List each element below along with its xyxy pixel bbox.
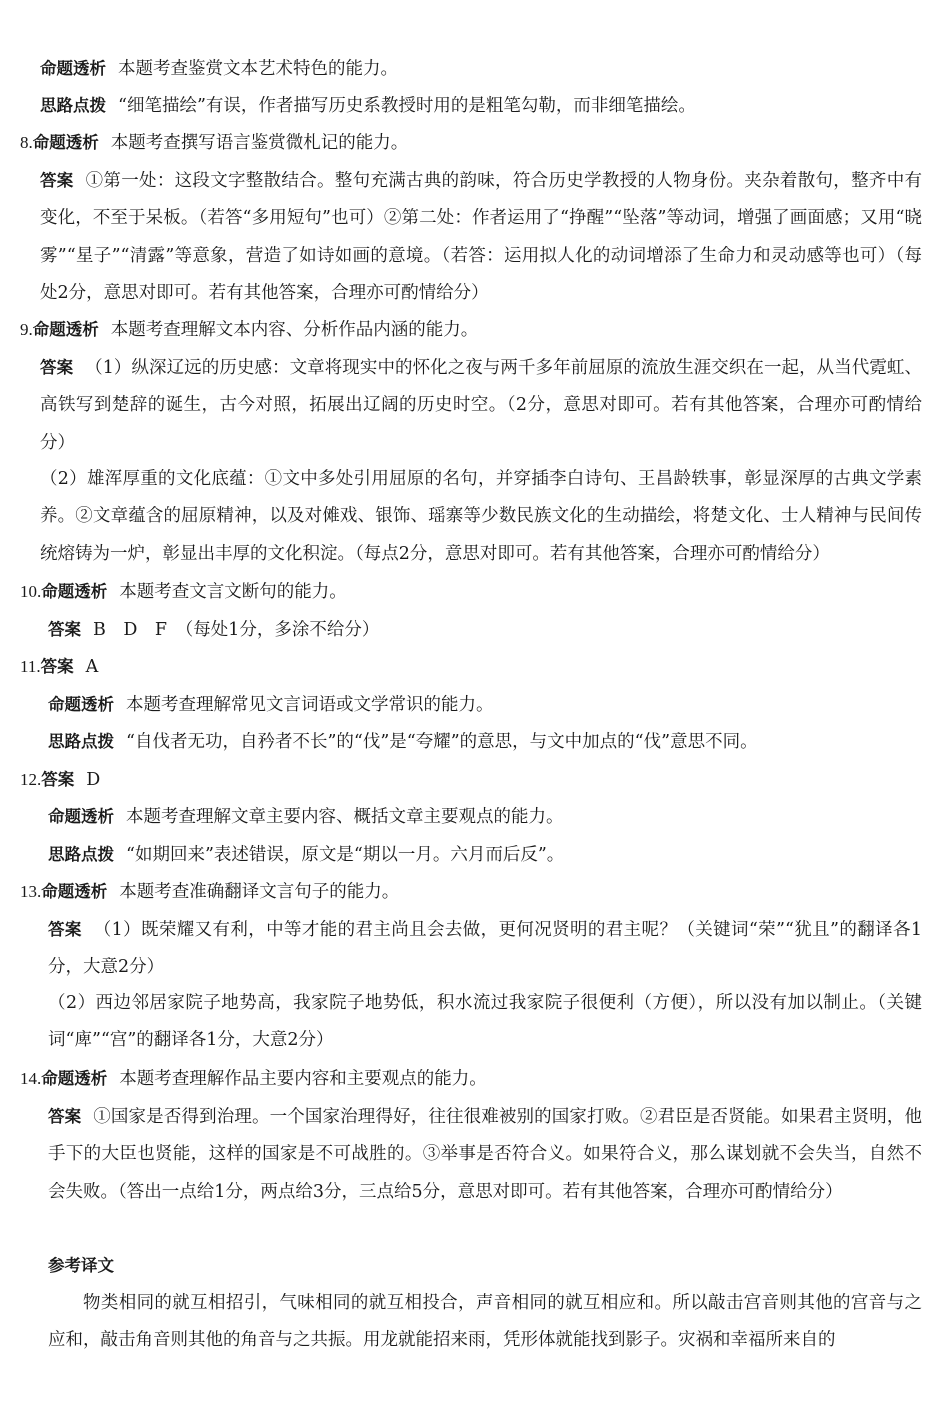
block-text: （2）雄浑厚重的文化底蕴：①文中多处引用屈原的名句，并穿插李白诗句、王昌龄轶事，彰显深厚的古典文学素养。②文章蕴含的屈原精神，以及对傩戏、银饰、瑶寨等少数民族文化的生动描绘，将楚文化、士人精神与民间传统熔铸为一炉，彰显出丰厚的文化积淀。（每点2分，意思对即可。若有其他答案，合理亦可酌情给分） xyxy=(40,469,922,564)
section-label: 思路点拨 xyxy=(40,96,106,115)
block-text: （1）纵深辽远的历史感：文章将现实中的怀化之夜与两千多年前屈原的流放生涯交织在一起，从当代霓虹、高铁写到楚辞的诞生，古今对照，拓展出辽阔的历史时空。（2分，意思对即可。若有其他答案，合理亦可酌情给分） xyxy=(40,358,922,453)
block-text: （1）既荣耀又有利，中等才能的君主尚且会去做，更何况贤明的君主呢？（关键词“荣”“犹且”的翻译各1分，大意2分） xyxy=(48,920,923,978)
hint-block xyxy=(40,87,922,125)
question-10-analysis xyxy=(20,573,922,611)
question-number: 10. xyxy=(20,582,42,601)
reference-translation-heading xyxy=(48,1247,922,1285)
block-text: 物类相同的就互相招引，气味相同的就互相投合，声音相同的就互相应和。所以敲击宫音则其他的宫音与之应和，敲击角音则其他的角音与之共振。用龙就能招来雨，凭形体就能找到影子。灾祸和幸福所来自的 xyxy=(48,1293,922,1351)
block-text: 本题考查准确翻译文言句子的能力。 xyxy=(119,882,400,902)
block-text: “细笔描绘”有误，作者描写历史系教授时用的是粗笔勾勒，而非细笔描绘。 xyxy=(118,96,696,116)
question-8-answer xyxy=(40,162,922,312)
section-label: 命题透析 xyxy=(40,59,106,78)
section-label: 命题透析 xyxy=(48,695,114,714)
page-cutoff xyxy=(0,1364,950,1407)
block-text: ①国家是否得到治理。一个国家治理得好，往往很难被别的国家打败。②君臣是否贤能。如果君主贤明，他手下的大臣也贤能，这样的国家是不可战胜的。③举事是否符合义。如果符合义，那么谋划就不会失当，自然不会失败。（答出一点给1分，两点给3分，三点给5分，意思对即可。若有其他答案，合理亦可酌情给分） xyxy=(48,1107,923,1202)
section-label: 答案 xyxy=(40,171,74,190)
question-14-answer xyxy=(48,1098,922,1211)
block-text: 本题考查撰写语言鉴赏微札记的能力。 xyxy=(110,133,409,153)
question-13-analysis xyxy=(20,873,922,911)
block-text: 本题考查理解文本内容、分析作品内涵的能力。 xyxy=(110,320,479,340)
section-label: 命题透析 xyxy=(41,882,108,901)
block-text: 本题考查文言文断句的能力。 xyxy=(119,582,347,602)
block-text: 本题考查理解常见文言词语或文学常识的能力。 xyxy=(126,695,494,715)
question-9-answer-part-2 xyxy=(40,461,922,573)
question-12-analysis xyxy=(48,798,922,836)
section-label: 参考译文 xyxy=(48,1256,114,1275)
block-text: A xyxy=(85,657,99,677)
question-11-analysis xyxy=(48,686,922,724)
question-11-hint xyxy=(48,723,922,761)
question-number: 12. xyxy=(20,770,42,789)
section-label: 答案 xyxy=(48,620,81,639)
section-label: 思路点拨 xyxy=(48,845,114,864)
section-label: 答案 xyxy=(41,770,75,789)
reference-translation-text xyxy=(48,1285,922,1360)
question-9-analysis xyxy=(20,311,922,349)
question-9-answer xyxy=(40,349,922,462)
question-8-analysis xyxy=(20,124,922,162)
question-14-analysis xyxy=(20,1060,922,1098)
question-number: 14. xyxy=(20,1069,42,1088)
question-11-answer xyxy=(20,648,922,686)
section-label: 思路点拨 xyxy=(48,732,114,751)
section-label: 答案 xyxy=(40,657,74,676)
question-number: 11. xyxy=(20,657,41,676)
question-number: 9. xyxy=(20,320,33,339)
section-label: 命题透析 xyxy=(32,320,99,339)
question-number: 13. xyxy=(20,882,42,901)
question-10-answer xyxy=(48,611,922,649)
block-text: “自伐者无功，自矜者不长”的“伐”是“夸耀”的意思，与文中加点的“伐”意思不同。 xyxy=(126,732,758,752)
section-label: 命题透析 xyxy=(41,1069,108,1088)
block-text: D xyxy=(86,770,101,790)
section-label: 答案 xyxy=(48,920,82,939)
question-13-answer-part-2 xyxy=(48,985,922,1060)
question-number: 8. xyxy=(20,133,33,152)
section-label: 答案 xyxy=(48,1107,82,1126)
block-text: 本题考查理解文章主要内容、概括文章主要观点的能力。 xyxy=(126,807,564,827)
block-text: 本题考查鉴赏文本艺术特色的能力。 xyxy=(118,59,398,79)
block-text: （2）西边邻居家院子地势高，我家院子地势低，积水流过我家院子很便利（方便），所以没有加以制止。（关键词“庳”“宫”的翻译各1分，大意2分） xyxy=(48,993,922,1051)
question-12-hint xyxy=(48,836,922,874)
block-text: B D F （每处1分，多涂不给分） xyxy=(93,620,380,640)
section-label: 命题透析 xyxy=(32,133,99,152)
block-text: “如期回来”表述错误，原文是“期以一月。六月而后反”。 xyxy=(126,845,565,865)
block-text: ①第一处：这段文字整散结合。整句充满古典的韵味，符合历史学教授的人物身份。夹杂着散句，整齐中有变化，不至于呆板。（若答“多用短句”也可）②第二处：作者运用了“挣醒”“坠落”等动词，增强了画面感；又用“晓雾”“星子”“清露”等意象，营造了如诗如画的意境。（若答：运用拟人化的动词增添了生命力和灵动感等也可）（每处2分，意思对即可。若有其他答案，合理亦可酌情给分） xyxy=(40,171,923,303)
analysis-block xyxy=(40,50,922,88)
question-13-answer xyxy=(48,911,922,987)
section-label: 命题透析 xyxy=(41,582,108,601)
block-text: 本题考查理解作品主要内容和主要观点的能力。 xyxy=(119,1069,487,1089)
section-label: 答案 xyxy=(40,358,74,377)
question-12-answer xyxy=(20,761,922,799)
section-label: 命题透析 xyxy=(48,807,114,826)
